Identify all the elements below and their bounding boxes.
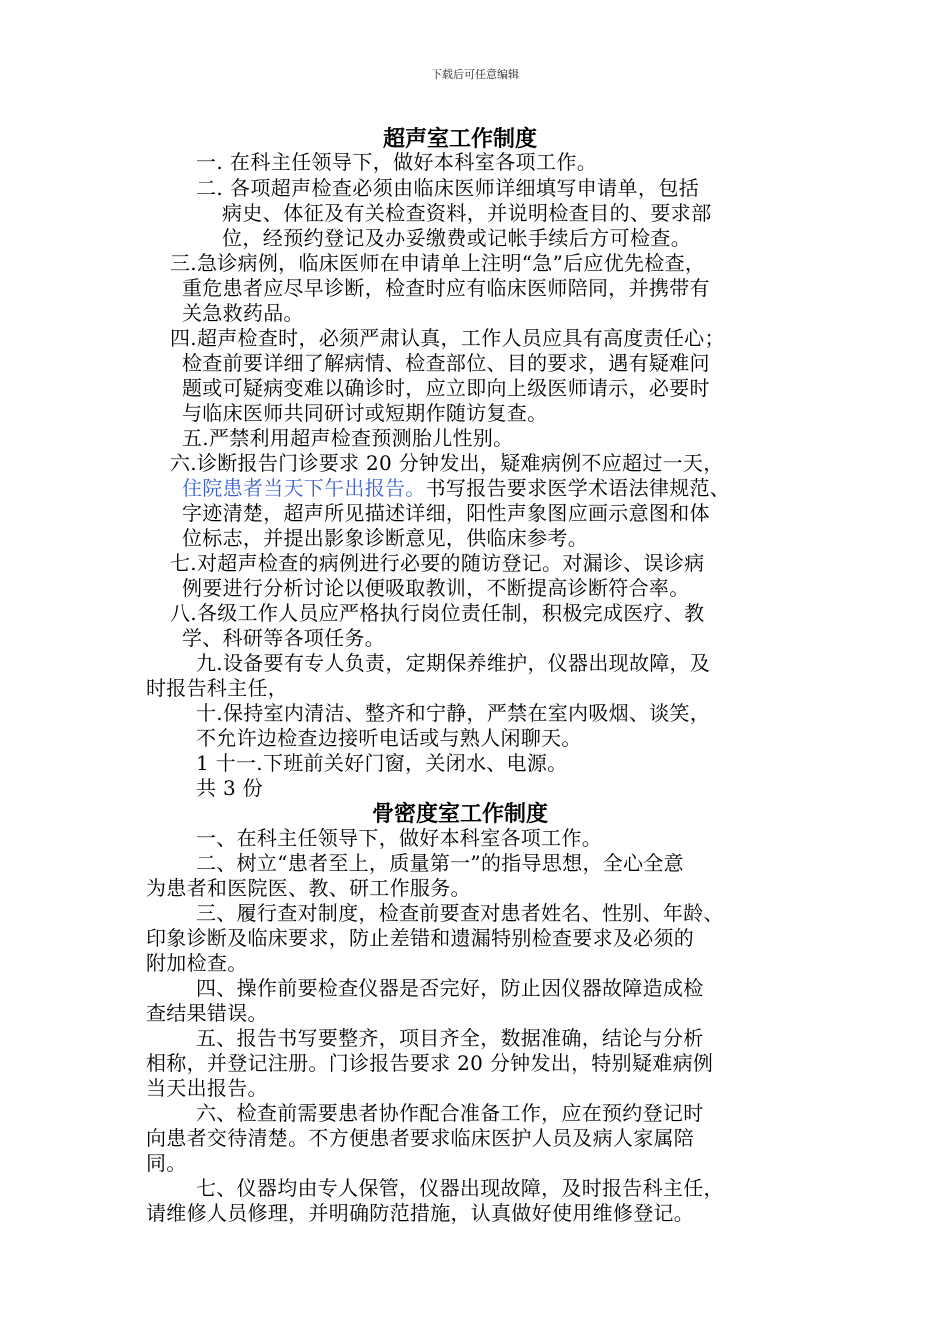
paragraph-line: 四、操作前要检查仪器是否完好，防止因仪器故障造成检 [196,976,704,1000]
paragraph-line: 与临床医师共同研讨或短期作随访复查。 [182,401,548,425]
paragraph-line: 请维修人员修理，并明确防范措施，认真做好使用维修登记。 [146,1201,695,1225]
paragraph-line: 印象诊断及临床要求，防止差错和遗漏特别检查要求及必须的 [146,926,695,950]
paragraph-line: 八.各级工作人员应严格执行岗位责任制，积极完成医疗、教 [170,601,705,625]
section-title-ultrasound: 超声室工作制度 [382,127,537,152]
paragraph-line [182,476,730,500]
paragraph-line: 同。 [146,1151,187,1175]
paragraph-line: 题或可疑病变难以确诊时，应立即向上级医师请示，必要时 [182,376,710,400]
paragraph-line: 时报告科主任， [146,676,289,700]
paragraph-line: 字迹清楚，超声所见描述详细，阳性声象图应画示意图和体 [182,501,710,525]
paragraph-line: 关急救药品。 [182,301,304,325]
header-note: 下载后可任意编辑 [431,68,519,81]
paragraph-line: 检查前要详细了解病情、检查部位、目的要求，遇有疑难问 [182,351,710,375]
paragraph-line: 例要进行分析讨论以便吸取教训，不断提高诊断符合率。 [182,576,690,600]
paragraph-line: 重危患者应尽早诊断，检查时应有临床医师陪同，并携带有 [182,276,710,300]
paragraph-line: 一. 在科主任领导下，做好本科室各项工作。 [196,150,598,174]
paragraph-line: 相称，并登记注册。门诊报告要求 20 分钟发出，特别疑难病例 [146,1051,714,1075]
paragraph-line: 学、科研等各项任务。 [182,626,385,650]
paragraph-line: 六、检查前需要患者协作配合准备工作，应在预约登记时 [196,1101,704,1125]
paragraph-line: 病史、体征及有关检查资料，并说明检查目的、要求部 [222,201,712,225]
paragraph-line: 五、报告书写要整齐，项目齐全，数据准确，结论与分析 [196,1026,704,1050]
paragraph-line: 七.对超声检查的病例进行必要的随访登记。对漏诊、误诊病 [170,551,705,575]
paragraph-line: 九.设备要有专人负责，定期保养维护，仪器出现故障，及 [196,651,711,675]
paragraph-line: 位标志，并提出影象诊断意见，供临床参考。 [182,526,588,550]
paragraph-line: 位，经预约登记及办妥缴费或记帐手续后方可检查。 [222,226,692,250]
paragraph-line: 二、树立“患者至上，质量第一”的指导思想，全心全意 [196,851,684,875]
section-title-bone-density: 骨密度室工作制度 [371,802,548,827]
paragraph-line: 五.严禁利用超声检查预测胎儿性别。 [182,426,514,450]
paragraph-line: 1 十一.下班前关好门窗，关闭水、电源。 [196,751,568,775]
paragraph-line: 向患者交待清楚。不方便患者要求临床医护人员及病人家属陪 [146,1126,695,1150]
paragraph-line: 三、履行查对制度，检查前要查对患者姓名、性别、年龄、 [196,901,724,925]
paragraph-line: 当天出报告。 [146,1076,268,1100]
paragraph-line: 十.保持室内清洁、整齐和宁静，严禁在室内吸烟、谈笑， [196,701,711,725]
paragraph-text: 书写报告要求医学术语法律规范、 [425,476,731,500]
paragraph-line: 二. 各项超声检查必须由临床医师详细填写申请单，包括 [196,176,700,200]
paragraph-line: 四.超声检查时，必须严肃认真，工作人员应具有高度责任心； [170,326,725,350]
paragraph-line: 六.诊断报告门诊要求 20 分钟发出，疑难病例不应超过一天， [170,451,724,475]
paragraph-line: 查结果错误。 [146,1001,268,1025]
paragraph-line: 附加检查。 [146,951,248,975]
paragraph-line: 三.急诊病例，临床医师在申请单上注明“急”后应优先检查， [170,251,706,275]
paragraph-line: 不允许边检查边接听电话或与熟人闲聊天。 [196,726,582,750]
paragraph-line: 为患者和医院医、教、研工作服务。 [146,876,471,900]
paragraph-line: 七、仪器均由专人保管，仪器出现故障，及时报告科主任， [196,1176,724,1200]
copies-note: 共 3 份 [196,776,263,800]
paragraph-line: 一、在科主任领导下，做好本科室各项工作。 [196,826,602,850]
highlighted-text: 住院患者当天下午出报告。 [182,476,426,500]
